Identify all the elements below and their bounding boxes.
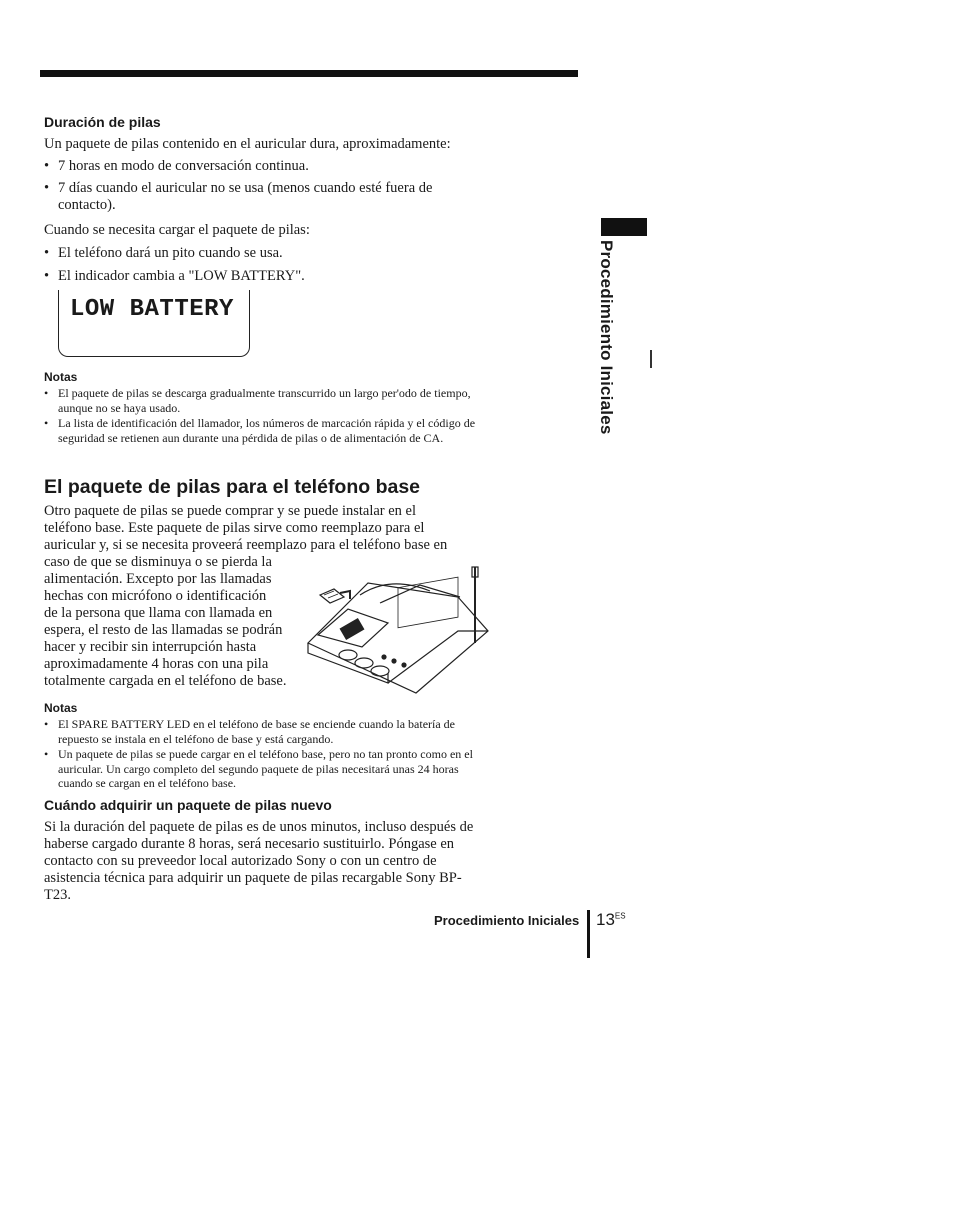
paragraph-line: aproximadamente 4 horas con una pila (44, 656, 269, 672)
list-item: • El SPARE BATTERY LED en el teléfono de base se enciende cuando la batería de repuesto se instala en el teléfono de base y está cargando. (44, 717, 494, 746)
paragraph-line: caso de que se disminuya o se pierda la (44, 554, 272, 570)
side-tab-label: Procedimiento Iniciales (597, 240, 616, 435)
paragraph-line: Otro paquete de pilas se puede comprar y se puede instalar en el (44, 503, 417, 519)
list-item: • 7 horas en modo de conversación continua. (44, 158, 474, 175)
paragraph-line: totalmente cargada en el teléfono de base. (44, 673, 287, 689)
notes-heading: Notas (44, 370, 78, 384)
page-number (596, 910, 626, 930)
top-rule (40, 70, 578, 77)
paragraph-line: auricular y, si se necesita proveerá reemplazo para el teléfono base en (44, 537, 448, 553)
lcd-display-text: LOW BATTERY (70, 296, 234, 323)
section-heading-new-battery: Cuándo adquirir un paquete de pilas nuevo (44, 797, 332, 813)
notes-list (44, 386, 484, 445)
notes-heading: Notas (44, 701, 78, 715)
list-item: • Un paquete de pilas se puede cargar en el teléfono base, pero no tan pronto como en el auricular. Un cargo completo del segundo paquete de pilas necesitará unas 24 horas cuando se cargan en el teléfono base. (44, 747, 494, 791)
section-heading-battery-duration: Duración de pilas (44, 114, 161, 130)
new-battery-paragraph: Si la duración del paquete de pilas es de unos minutos, incluso después de haberse cargado durante 8 horas, será necesario sustituirlo. Póngase en contacto con su preveedor local autorizado Sony o con un centro de asistencia técnica para adquirir un paquete de pilas recargable Sony BP-T23. (44, 819, 474, 903)
notes-list (44, 717, 494, 791)
paragraph-line: hechas con micrófono o identificación (44, 588, 267, 604)
charge-list (44, 245, 474, 285)
paragraph-line: teléfono base. Este paquete de pilas sirve como reemplazo para el (44, 520, 425, 536)
list-item: • El indicador cambia a "LOW BATTERY". (44, 268, 474, 285)
charge-intro: Cuando se necesita cargar el paquete de pilas: (44, 222, 310, 238)
paragraph-line: de la persona que llama con llamada en (44, 605, 273, 621)
side-tab-marker (601, 218, 647, 236)
battery-duration-list (44, 158, 474, 214)
paragraph-line: hacer y recibir sin interrupción hasta (44, 639, 257, 655)
paragraph-line: espera, el resto de las llamadas se podrán (44, 622, 283, 638)
footer-section-label: Procedimiento Iniciales (434, 913, 580, 928)
page-number-value: 13 (596, 910, 615, 929)
scan-mark (650, 350, 652, 368)
paragraph-line: alimentación. Excepto por las llamadas (44, 571, 272, 587)
page-number-suffix: ES (614, 911, 626, 921)
list-item: • El paquete de pilas se descarga gradualmente transcurrido un largo per'odo de tiempo, aunque no se haya usado. (44, 386, 484, 415)
section-heading-base-battery: El paquete de pilas para el teléfono base (44, 476, 421, 498)
base-phone-illustration (300, 565, 495, 710)
list-item: • 7 días cuando el auricular no se usa (menos cuando esté fuera de contacto). (44, 180, 474, 214)
battery-duration-intro: Un paquete de pilas contenido en el auricular dura, aproximadamente: (44, 136, 451, 152)
footer-divider (587, 910, 590, 958)
list-item: • El teléfono dará un pito cuando se usa. (44, 245, 474, 262)
list-item: • La lista de identificación del llamador, los números de marcación rápida y el código de seguridad se retienen aun durante una pérdida de pilas o de alimentación de CA. (44, 416, 484, 445)
